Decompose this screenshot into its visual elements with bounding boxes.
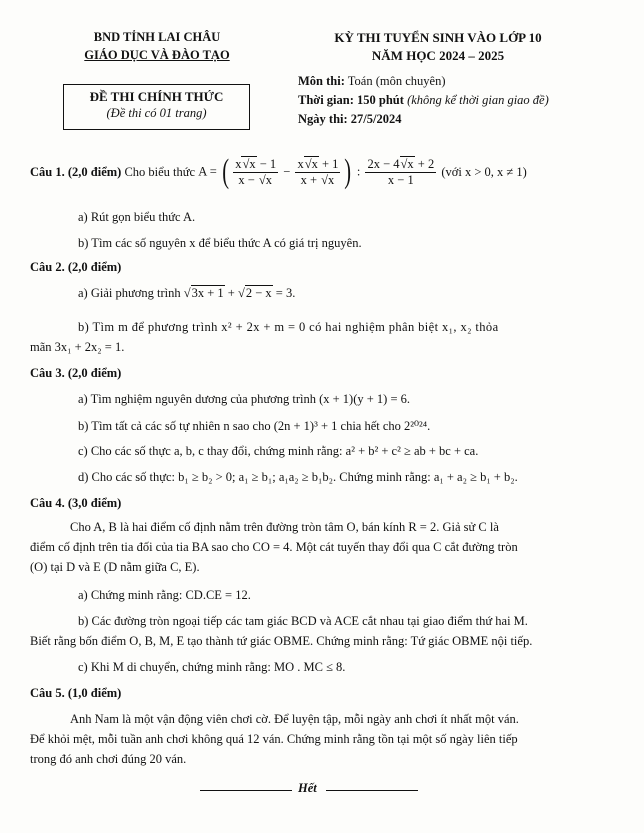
time-line: Thời gian: 150 phút (không kể thời gian giao đề) bbox=[298, 93, 549, 107]
exam-title: KỲ THI TUYỂN SINH VÀO LỚP 10 bbox=[334, 30, 542, 45]
question-3d: d) Cho các số thực: b₁ ≥ b₂ > 0; a₁ ≥ b₁; a₁a₂ ≥ b₁b₂. Chứng minh rằng: a₁ + a₂ ≥ b₁ + b₂. bbox=[78, 470, 518, 484]
question-2b-line1: b) Tìm m để phương trình x² + 2x + m = 0 có hai nghiệm phân biệt x₁, x₂ thỏa bbox=[78, 320, 499, 334]
question-4-p2: điểm cố định trên tia đối của tia BA sao cho CO = 4. Một cát tuyến thay đổi qua C cắt đường tròn bbox=[30, 540, 518, 554]
question-5-p3: trong đó anh chơi đúng 20 ván. bbox=[30, 752, 187, 766]
question-1b: b) Tìm các số nguyên x để biểu thức A có giá trị nguyên. bbox=[78, 236, 362, 250]
question-1a: a) Rút gọn biểu thức A. bbox=[78, 210, 196, 224]
school-year: NĂM HỌC 2024 – 2025 bbox=[371, 48, 505, 63]
question-2b-line2: mãn 3x₁ + 2x₂ = 1. bbox=[30, 340, 125, 354]
department-sub: GIÁO DỤC VÀ ĐÀO TẠO bbox=[84, 48, 230, 62]
question-4-p1: Cho A, B là hai điểm cố định nằm trên đường tròn tâm O, bán kính R = 2. Giả sử C là bbox=[70, 520, 499, 534]
question-4-head: Câu 4. (3,0 điểm) bbox=[30, 496, 122, 510]
question-3-head: Câu 3. (2,0 điểm) bbox=[30, 366, 122, 380]
footer-rule-right bbox=[326, 790, 418, 791]
question-3a: a) Tìm nghiệm nguyên dương của phương trình (x + 1)(y + 1) = 6. bbox=[78, 392, 411, 406]
subject-line: Môn thi: Toán (môn chuyên) bbox=[298, 74, 446, 88]
question-2a: a) Giải phương trình √3x + 1 + √2 − x = 3. bbox=[78, 286, 296, 300]
page-count-note: (Đề thi có 01 trang) bbox=[106, 106, 207, 120]
question-4a: a) Chứng minh rằng: CD.CE = 12. bbox=[78, 588, 251, 602]
department-name: BND TỈNH LAI CHÂU bbox=[93, 30, 221, 44]
footer-end: Hết bbox=[298, 781, 317, 795]
question-4b-line2: Biết rằng bốn điểm O, B, M, E tạo thành tứ giác OBME. Chứng minh rằng: Tứ giác OBME nội tiếp. bbox=[30, 634, 533, 648]
official-title: ĐỀ THI CHÍNH THỨC bbox=[89, 89, 224, 104]
question-5-head: Câu 5. (1,0 điểm) bbox=[30, 686, 122, 700]
question-3c: c) Cho các số thực a, b, c thay đổi, chứng minh rằng: a² + b² + c² ≥ ab + bc + ca. bbox=[78, 444, 479, 458]
date-line: Ngày thi: 27/5/2024 bbox=[298, 112, 402, 126]
question-4-p3: (O) tại D và E (D nằm giữa C, E). bbox=[30, 560, 200, 574]
footer-rule-left bbox=[200, 790, 292, 791]
question-4b-line1: b) Các đường tròn ngoại tiếp các tam giác BCD và ACE cắt nhau tại giao điểm thứ hai M. bbox=[78, 614, 528, 628]
question-1-line: Câu 1. (2,0 điểm) Cho biểu thức A = ( $\frac{x√x - 1}{x - √x}$ − $\frac{x√x + 1}{x + √x}$ ) : $\frac{2x - 4√x + 2}{x - 1}$ (với x > 0, x ≠ 1) bbox=[30, 153, 527, 190]
question-5-p1: Anh Nam là một vận động viên chơi cờ. Để luyện tập, mỗi ngày anh chơi ít nhất một ván. bbox=[70, 712, 519, 726]
question-5-p2: Để khỏi mệt, mỗi tuần anh chơi không quá 12 ván. Chứng minh rằng tồn tại một số ngày liên tiếp bbox=[30, 732, 518, 746]
question-2-head: Câu 2. (2,0 điểm) bbox=[30, 260, 122, 274]
expression-a: A = ( $\frac{x√x - 1}{x - √x}$ − $\frac{x√x + 1}{x + √x}$ ) : $\frac{2x - 4√x + 2}{x - 1}$ bbox=[198, 153, 435, 190]
question-3b: b) Tìm tất cả các số tự nhiên n sao cho (2n + 1)³ + 1 chia hết cho 2²⁰²⁴. bbox=[78, 419, 431, 433]
question-4c: c) Khi M di chuyển, chứng minh rằng: MO . MC ≤ 8. bbox=[78, 660, 346, 674]
